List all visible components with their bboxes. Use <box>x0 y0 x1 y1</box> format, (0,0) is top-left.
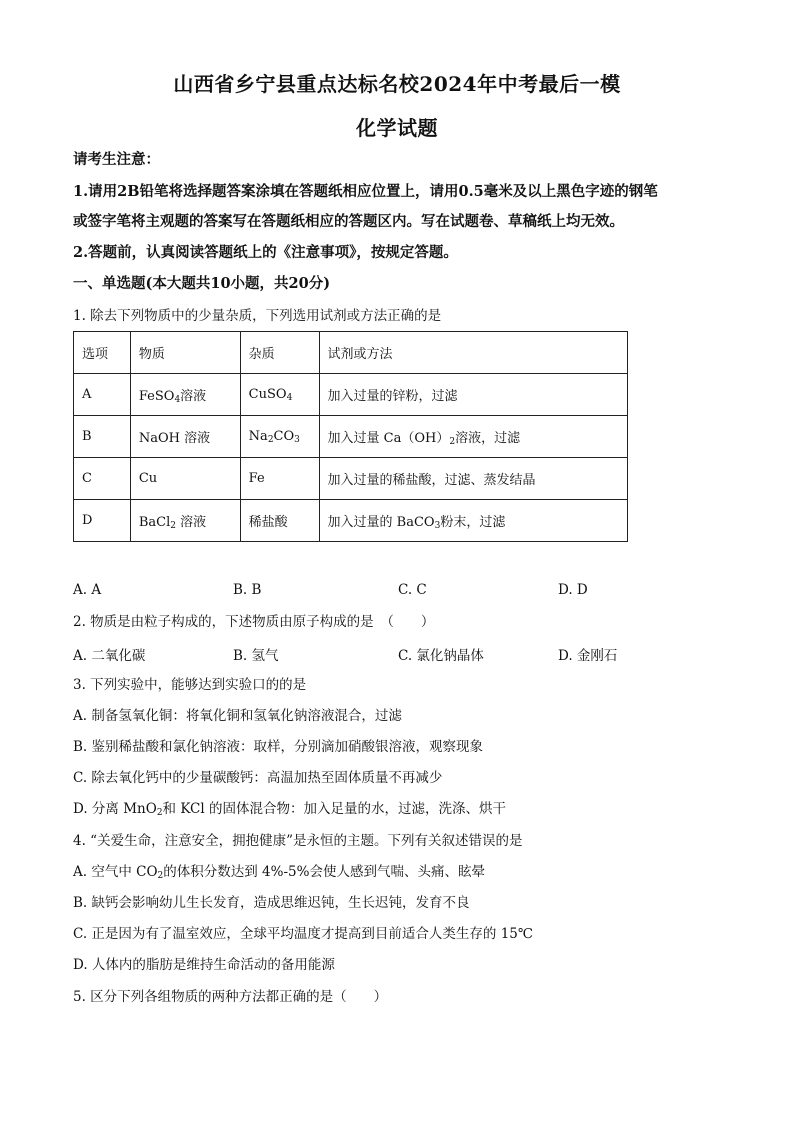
table-header-cell: 选项 <box>74 332 131 374</box>
question-1-choice-b: B. B <box>233 582 262 598</box>
table-cell-method: 加入过量的 BaCO$_3$粉末，过滤 <box>319 500 627 542</box>
exam-title: 山西省乡宁县重点达标名校2024年中考最后一模 <box>173 72 621 96</box>
question-1-choice-d: D. D <box>558 582 588 598</box>
table-cell-option: A <box>74 374 131 416</box>
table-row <box>74 500 628 542</box>
table-cell-substance: Cu <box>130 458 240 500</box>
question-4-stem: 4. “关爱生命，注意安全，拥抱健康”是永恒的主题。下列有关叙述错误的是 <box>73 833 523 849</box>
question-4-choice-c: C. 正是因为有了温室效应，全球平均温度才提高到目前适合人类生存的 15℃ <box>73 926 534 942</box>
question-1-choice-a: A. A <box>73 582 102 598</box>
question-3-choice-d: D. 分离 MnO$_2$和 KCl 的固体混合物：加入足量的水，过滤，洗涤、烘干 <box>73 801 506 818</box>
table-row <box>74 458 628 500</box>
question-2-choice-b: B. 氢气 <box>233 648 279 664</box>
notice-item-1-line-2: 或签字笔将主观题的答案写在答题纸相应的答题区内。写在试题卷、草稿纸上均无效。 <box>73 213 624 230</box>
table-header-cell: 物质 <box>130 332 240 374</box>
table-header-cell: 试剂或方法 <box>319 332 627 374</box>
notice-item-2: 2.答题前，认真阅读答题纸上的《注意事项》，按规定答题。 <box>73 244 458 261</box>
table-cell-option: C <box>74 458 131 500</box>
section-heading: 一、单选题(本大题共10小题，共20分) <box>73 275 331 292</box>
question-4-choice-a: A. 空气中 $CO_2$的体积分数达到 4%-5%会使人感到气喘、头痛、眩晕 <box>73 864 485 881</box>
question-3-choice-b: B. 鉴别稀盐酸和氯化钠溶液：取样，分别滴加硝酸银溶液，观察现象 <box>73 739 484 755</box>
question-3-stem: 3. 下列实验中，能够达到实验口的的是 <box>73 677 307 693</box>
table-cell-option: D <box>74 500 131 542</box>
table-cell-substance: NaOH 溶液 <box>130 416 240 458</box>
table-row <box>74 374 628 416</box>
notice-item-1-line-1: 1.请用2B铅笔将选择题答案涂填在答题纸相应位置上，请用0.5毫米及以上黑色字迹的钢笔 <box>73 183 658 200</box>
question-3-choice-c: C. 除去氧化钙中的少量碳酸钙：高温加热至固体质量不再减少 <box>73 770 443 786</box>
question-3-choice-a: A. 制备氢氧化铜：将氧化铜和氢氧化钠溶液混合，过滤 <box>73 708 402 724</box>
question-5-stem: 5. 区分下列各组物质的两种方法都正确的是（ ） <box>73 989 388 1005</box>
table-cell-substance: FeSO$_4$溶液 <box>130 374 240 416</box>
table-header-cell: 杂质 <box>240 332 319 374</box>
table-cell-option: B <box>74 416 131 458</box>
question-2-stem: 2. 物质是由粒子构成的，下述物质由原子构成的是 （ ） <box>73 614 435 630</box>
table-header-row <box>74 332 628 374</box>
question-4-choice-d: D. 人体内的脂肪是维持生命活动的备用能源 <box>73 957 335 973</box>
question-2-choice-a: A. 二氧化碳 <box>73 648 146 664</box>
table-cell-impurity: Fe <box>240 458 319 500</box>
table-cell-method: 加入过量的锌粉，过滤 <box>319 374 627 416</box>
notice-heading: 请考生注意： <box>73 151 160 168</box>
table-cell-impurity: $Na_2CO_3$ <box>240 416 319 458</box>
table-cell-substance: BaCl$_2$ 溶液 <box>130 500 240 542</box>
question-1-stem: 1. 除去下列物质中的少量杂质，下列选用试剂或方法正确的是 <box>73 308 442 324</box>
table-cell-impurity: CuSO$_4$ <box>240 374 319 416</box>
question-4-choice-b: B. 缺钙会影响幼儿生长发育，造成思维迟钝，生长迟钝，发育不良 <box>73 895 470 911</box>
question-2-choice-d: D. 金刚石 <box>558 648 618 664</box>
question-2-choice-c: C. 氯化钠晶体 <box>398 648 484 664</box>
question-1-table <box>73 331 628 542</box>
table-row <box>74 416 628 458</box>
table-cell-method: 加入过量的稀盐酸，过滤、蒸发结晶 <box>319 458 627 500</box>
exam-subtitle: 化学试题 <box>356 116 438 140</box>
question-1-choice-c: C. C <box>398 582 427 598</box>
table-cell-method: 加入过量 $Ca(OH)_2$溶液，过滤 <box>319 416 627 458</box>
table-cell-impurity: 稀盐酸 <box>240 500 319 542</box>
